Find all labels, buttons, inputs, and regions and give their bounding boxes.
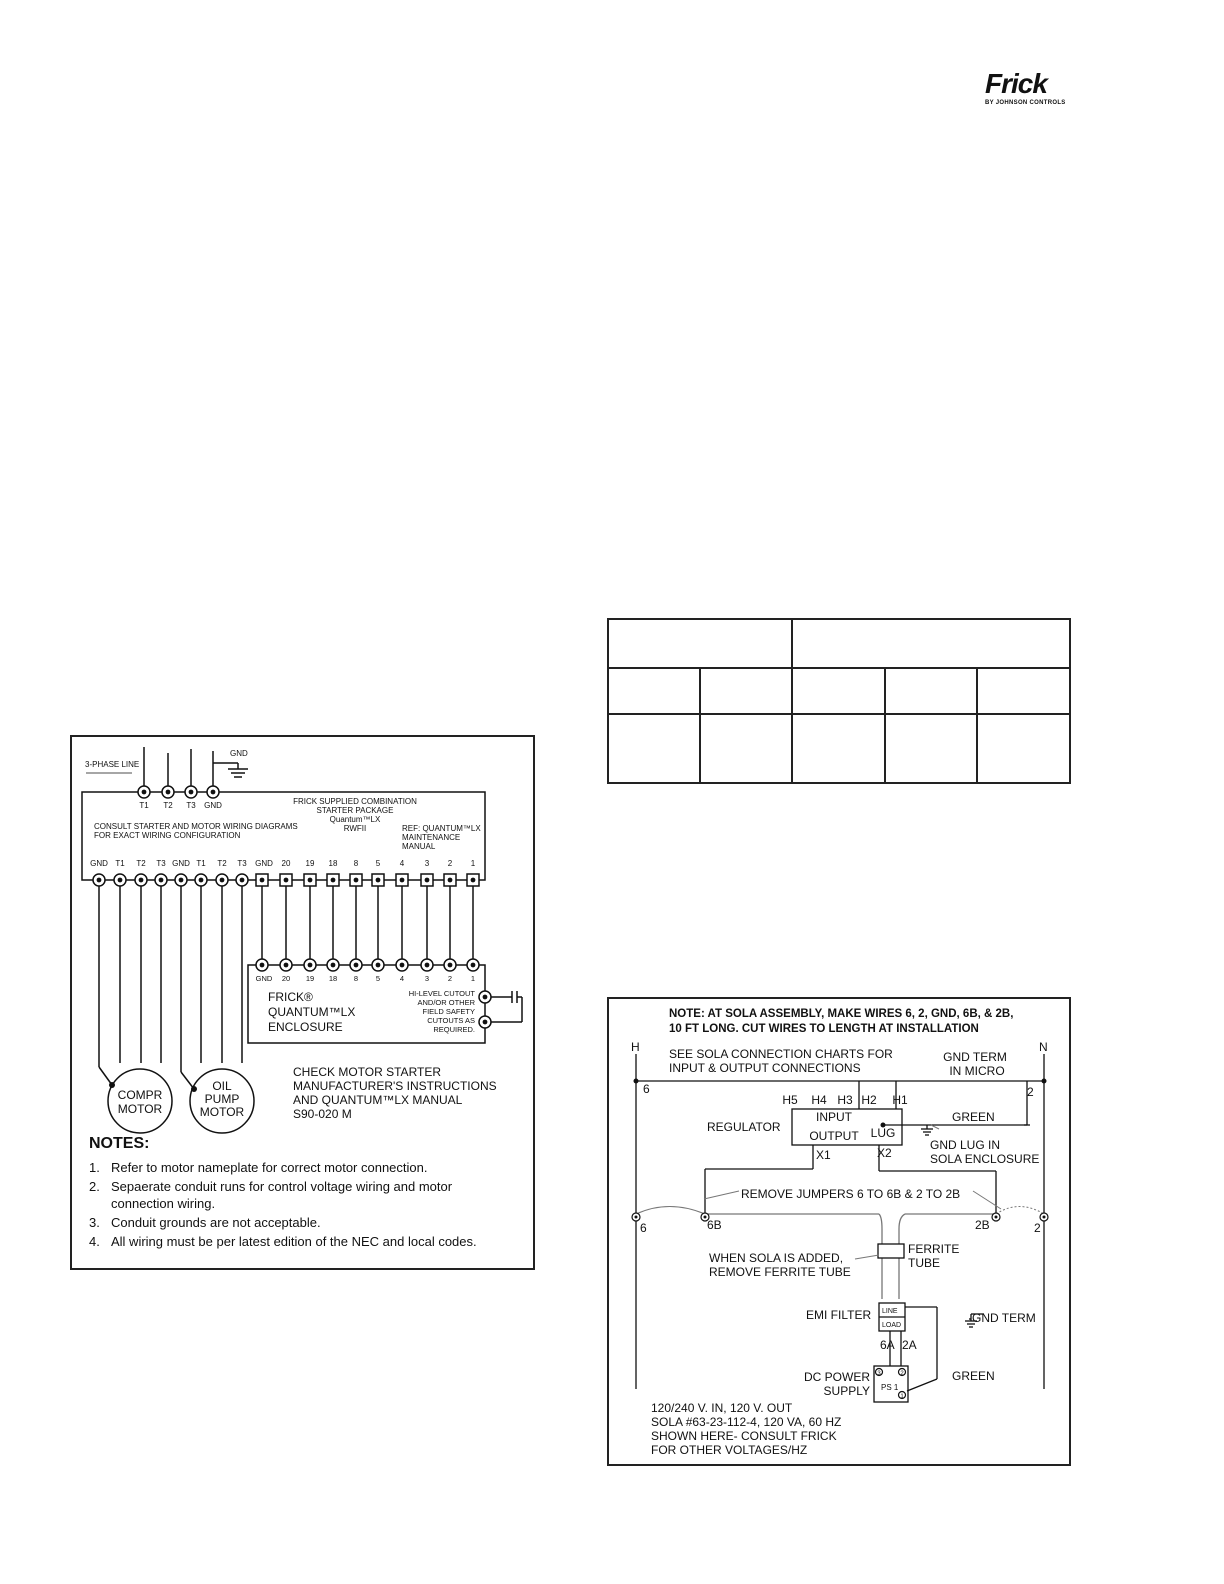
terminal-6-label: 6 (640, 1221, 647, 1235)
cutout-text-line: AND/OR OTHER (417, 998, 475, 1007)
notes-title: NOTES: (89, 1135, 150, 1152)
starter-terminal-label: 1 (470, 859, 476, 868)
starter-terminal-label: T2 (217, 859, 227, 868)
starter-terminal-label: GND (255, 859, 273, 868)
note-item (89, 1159, 509, 1176)
note-number: 4. (89, 1234, 100, 1249)
when-sola-line: WHEN SOLA IS ADDED, (709, 1251, 844, 1265)
x2-label: X2 (877, 1146, 892, 1160)
remove-jumpers-label: REMOVE JUMPERS 6 TO 6B & 2 TO 2B (741, 1187, 961, 1201)
check-text-line: AND QUANTUM™LX MANUAL (293, 1093, 463, 1107)
starter-terminal-label: GND (90, 859, 108, 868)
wire-2-label: 2 (1027, 1085, 1034, 1099)
wire-6-label: 6 (643, 1082, 650, 1096)
dc-power-line: SUPPLY (823, 1384, 870, 1398)
enclosure-terminal-label: 3 (424, 974, 430, 983)
gnd-label: GND (230, 749, 248, 758)
terminal-2-label: 2 (1034, 1221, 1041, 1235)
pin-label: 2 (900, 1371, 904, 1377)
top-terminal-label: T3 (186, 801, 196, 810)
gnd-term-label: GND TERM (972, 1311, 1036, 1325)
check-text-line: CHECK MOTOR STARTER (293, 1065, 442, 1079)
see-text-line: INPUT & OUTPUT CONNECTIONS (669, 1061, 861, 1075)
compr-motor-label: COMPR (117, 1088, 163, 1102)
compr-motor-label: MOTOR (117, 1102, 163, 1116)
top-terminal-label: GND (204, 801, 222, 810)
bottom-text-line: FOR OTHER VOLTAGES/HZ (651, 1443, 808, 1457)
h-terminal-label: H3 (837, 1093, 853, 1107)
oil-pump-motor-label: PUMP (204, 1092, 240, 1106)
three-phase-line-label: 3-PHASE LINE (85, 760, 140, 769)
cutout-text-line: FIELD SAFETY (422, 1007, 475, 1016)
note-text: All wiring must be per latest edition of the NEC and local codes. (111, 1234, 477, 1249)
pin-label: 3 (877, 1371, 881, 1377)
enclosure-terminal-label: 18 (328, 974, 338, 983)
ferrite-tube-line: TUBE (908, 1256, 941, 1270)
note-number: 3. (89, 1215, 100, 1230)
enclosure-title-line: QUANTUM™LX (268, 1005, 356, 1019)
starter-terminal-label: 2 (447, 859, 453, 868)
sola-wiring-figure (607, 997, 1071, 1466)
regulator-label: REGULATOR (707, 1120, 781, 1134)
enclosure-terminal-label: 5 (375, 974, 381, 983)
pin-label: 1 (900, 1394, 904, 1400)
starter-terminal-label: GND (172, 859, 190, 868)
starter-terminal-label: 18 (328, 859, 338, 868)
starter-title-line: Quantum™LX (329, 815, 381, 824)
bottom-text-line: SOLA #63-23-112-4, 120 VA, 60 HZ (651, 1415, 842, 1429)
note-text: Conduit grounds are not acceptable. (111, 1215, 321, 1230)
gnd-term-micro-line: IN MICRO (949, 1064, 1005, 1078)
h-label: H (631, 1040, 640, 1054)
lug-label: LUG (870, 1126, 896, 1140)
green-wire-label: GREEN (952, 1110, 995, 1124)
enclosure-title-line: ENCLOSURE (268, 1020, 343, 1034)
enclosure-terminal-label: 8 (353, 974, 359, 983)
notes-section (89, 1135, 509, 1252)
wire-6a-label: 6A (880, 1338, 895, 1352)
h-terminal-label: H1 (892, 1093, 908, 1107)
logo-subtitle: BY JOHNSON CONTROLS (985, 100, 1066, 106)
enclosure-terminal-label: 19 (305, 974, 315, 983)
gnd-lug-line: GND LUG IN (930, 1138, 1001, 1152)
starter-title-line: STARTER PACKAGE (316, 806, 394, 815)
check-text-line: MANUFACTURER'S INSTRUCTIONS (293, 1079, 497, 1093)
enclosure-title-line: FRICK® (268, 990, 313, 1004)
bottom-text-line: SHOWN HERE- CONSULT FRICK (651, 1429, 837, 1443)
ref-text-line: MANUAL (402, 842, 436, 851)
starter-title-line: FRICK SUPPLIED COMBINATION (293, 797, 417, 806)
emi-filter-label: EMI FILTER (806, 1308, 872, 1322)
regulator-input-label: INPUT (816, 1110, 852, 1124)
sola-wiring-diagram (609, 999, 1069, 1464)
note-item (89, 1214, 509, 1231)
top-terminal-label: T1 (139, 801, 149, 810)
frick-logo (985, 70, 1075, 110)
starter-terminal-label: 3 (424, 859, 430, 868)
consult-text-line: FOR EXACT WIRING CONFIGURATION (94, 831, 241, 840)
when-sola-line: REMOVE FERRITE TUBE (709, 1265, 851, 1279)
note-item (89, 1178, 509, 1212)
starter-terminal-label: T1 (196, 859, 206, 868)
top-terminal-label: T2 (163, 801, 173, 810)
note-text: Refer to motor nameplate for correct motor connection. (111, 1160, 428, 1175)
enclosure-terminal-label: 4 (399, 974, 405, 983)
ps1-label: PS 1 (881, 1383, 899, 1392)
bottom-text-line: 120/240 V. IN, 120 V. OUT (651, 1401, 793, 1415)
ref-text-line: MAINTENANCE (402, 833, 461, 842)
see-text-line: SEE SOLA CONNECTION CHARTS FOR (669, 1047, 893, 1061)
wire-2a-label: 2A (902, 1338, 917, 1352)
starter-title-line: RWFII (343, 824, 367, 833)
enclosure-terminal-label: 1 (470, 974, 476, 983)
cutout-text-line: CUTOUTS AS (427, 1016, 475, 1025)
cutout-text-line: HI-LEVEL CUTOUT (408, 989, 475, 998)
h-terminal-label: H4 (811, 1093, 827, 1107)
terminal-2b-label: 2B (975, 1218, 990, 1232)
regulator-output-label: OUTPUT (809, 1129, 859, 1143)
note-number: 2. (89, 1179, 100, 1194)
ferrite-tube-line: FERRITE (908, 1242, 960, 1256)
sola-note-line: 10 FT LONG. CUT WIRES TO LENGTH AT INSTALLATION (669, 1023, 979, 1035)
enclosure-terminal-label: GND (255, 974, 273, 983)
starter-terminal-label: 20 (281, 859, 291, 868)
starter-terminal-label: 19 (305, 859, 315, 868)
starter-terminal-label: 4 (399, 859, 405, 868)
gnd-term-micro-line: GND TERM (943, 1050, 1007, 1064)
terminal-6b-label: 6B (707, 1218, 722, 1232)
gnd-lug-line: SOLA ENCLOSURE (930, 1152, 1040, 1166)
motor-wiring-figure (70, 735, 535, 1270)
line-terminal-label: LINE (882, 1308, 898, 1315)
dc-power-line: DC POWER (804, 1370, 870, 1384)
consult-text-line: CONSULT STARTER AND MOTOR WIRING DIAGRAMS (94, 822, 298, 831)
x1-label: X1 (816, 1148, 831, 1162)
logo-brand: Frick (985, 68, 1047, 99)
starter-terminal-label: 8 (353, 859, 359, 868)
starter-terminal-label: T3 (237, 859, 247, 868)
starter-terminal-label: T2 (136, 859, 146, 868)
note-text: Sepaerate conduit runs for control voltage wiring and motor connection wiring. (111, 1179, 453, 1211)
starter-terminal-label: T1 (115, 859, 125, 868)
note-item (89, 1233, 509, 1250)
enclosure-terminal-label: 2 (447, 974, 453, 983)
starter-terminal-label: 5 (375, 859, 381, 868)
h-terminal-label: H2 (861, 1093, 877, 1107)
oil-pump-motor-label: OIL (212, 1079, 232, 1093)
oil-pump-motor-label: MOTOR (199, 1105, 245, 1119)
empty-table (607, 618, 1071, 784)
enclosure-terminal-label: 20 (281, 974, 291, 983)
note-number: 1. (89, 1160, 100, 1175)
h-terminal-label: H5 (782, 1093, 798, 1107)
motor-wiring-diagram (72, 737, 533, 1137)
cutout-text-line: REQUIRED. (433, 1025, 475, 1034)
sola-note-line: NOTE: AT SOLA ASSEMBLY, MAKE WIRES 6, 2, GND, 6B, & 2B, (669, 1008, 1014, 1020)
check-text-line: S90-020 M (293, 1107, 352, 1121)
green-wire-2-label: GREEN (952, 1369, 995, 1383)
notes-list (89, 1159, 509, 1250)
ref-text-line: REF: QUANTUM™LX (402, 824, 481, 833)
n-label: N (1039, 1040, 1048, 1054)
load-terminal-label: LOAD (882, 1322, 902, 1329)
starter-terminal-label: T3 (156, 859, 166, 868)
